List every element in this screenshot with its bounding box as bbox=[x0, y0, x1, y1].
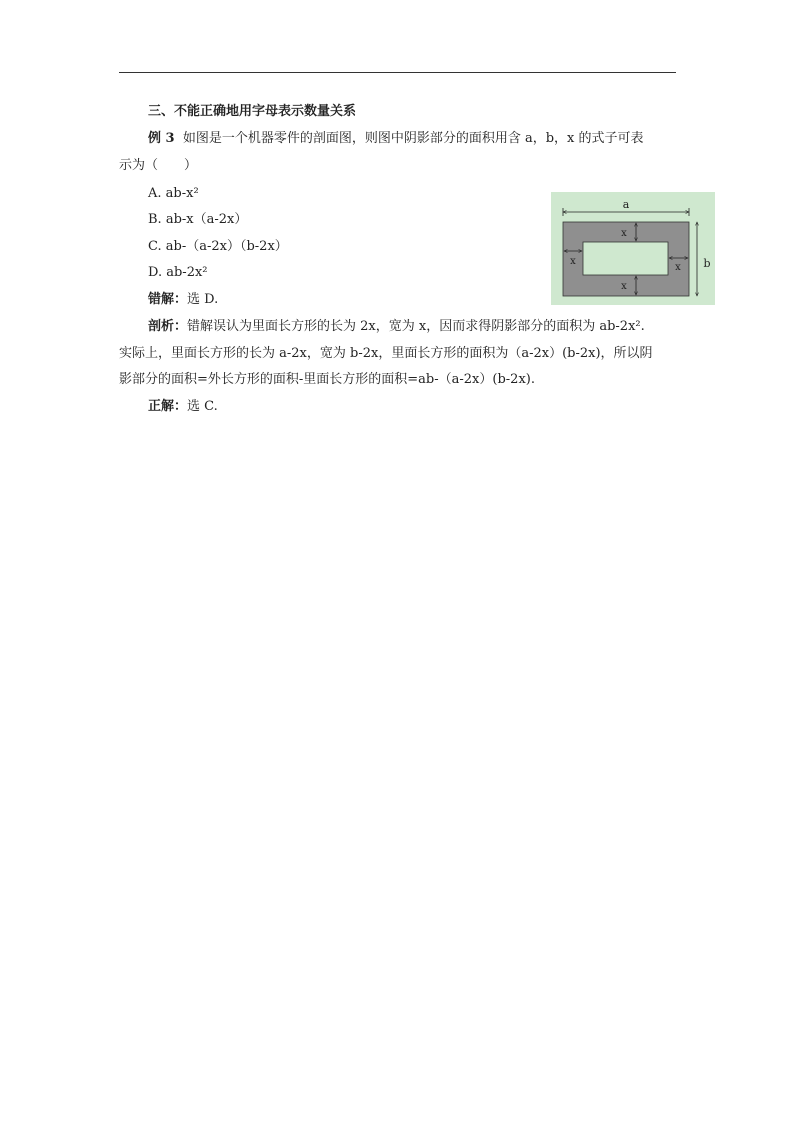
label-x-left: x bbox=[570, 256, 576, 267]
option-c: C. ab-（a-2x）（b-2x） bbox=[148, 239, 288, 254]
wrong-answer bbox=[148, 291, 218, 309]
example-question-line2: 示为（ ） bbox=[119, 158, 198, 173]
correct-answer-text: 选 C. bbox=[187, 399, 218, 414]
analysis-text-1: 错解误认为里面长方形的长为 2x，宽为 x，因而求得阴影部分的面积为 ab-2x². bbox=[187, 319, 645, 334]
label-b: b bbox=[703, 257, 711, 270]
analysis-line1 bbox=[148, 318, 645, 336]
question-text-1: 如图是一个机器零件的剖面图，则图中阴影部分的面积用含 a，b，x 的式子可表 bbox=[182, 131, 644, 146]
section-title: 三、不能正确地用字母表示数量关系 bbox=[148, 104, 357, 119]
analysis-label: 剖析： bbox=[148, 319, 188, 334]
wrong-answer-label: 错解： bbox=[148, 292, 188, 307]
example-question-line1 bbox=[148, 130, 644, 148]
wrong-answer-text: 选 D. bbox=[187, 292, 219, 307]
figure-svg bbox=[551, 192, 715, 305]
example-label: 例 3 bbox=[148, 131, 175, 146]
label-a: a bbox=[622, 198, 630, 211]
correct-answer bbox=[148, 398, 218, 416]
header-rule bbox=[119, 72, 676, 73]
inner-rectangle bbox=[583, 242, 668, 275]
analysis-line2: 实际上，里面长方形的长为 a-2x，宽为 b-2x，里面长方形的面积为（a-2x）(b-2x)，所以阴 bbox=[119, 346, 653, 361]
analysis-line3: 影部分的面积=外长方形的面积-里面长方形的面积=ab-（a-2x）(b-2x). bbox=[119, 372, 535, 387]
option-b: B. ab-x（a-2x） bbox=[148, 212, 248, 227]
label-x-top: x bbox=[621, 228, 627, 239]
label-x-bottom: x bbox=[621, 281, 627, 292]
machine-part-figure bbox=[551, 192, 715, 305]
label-x-right: x bbox=[675, 262, 681, 273]
correct-answer-label: 正解： bbox=[148, 399, 188, 414]
option-a: A. ab-x² bbox=[148, 186, 199, 201]
option-d: D. ab-2x² bbox=[148, 265, 208, 280]
